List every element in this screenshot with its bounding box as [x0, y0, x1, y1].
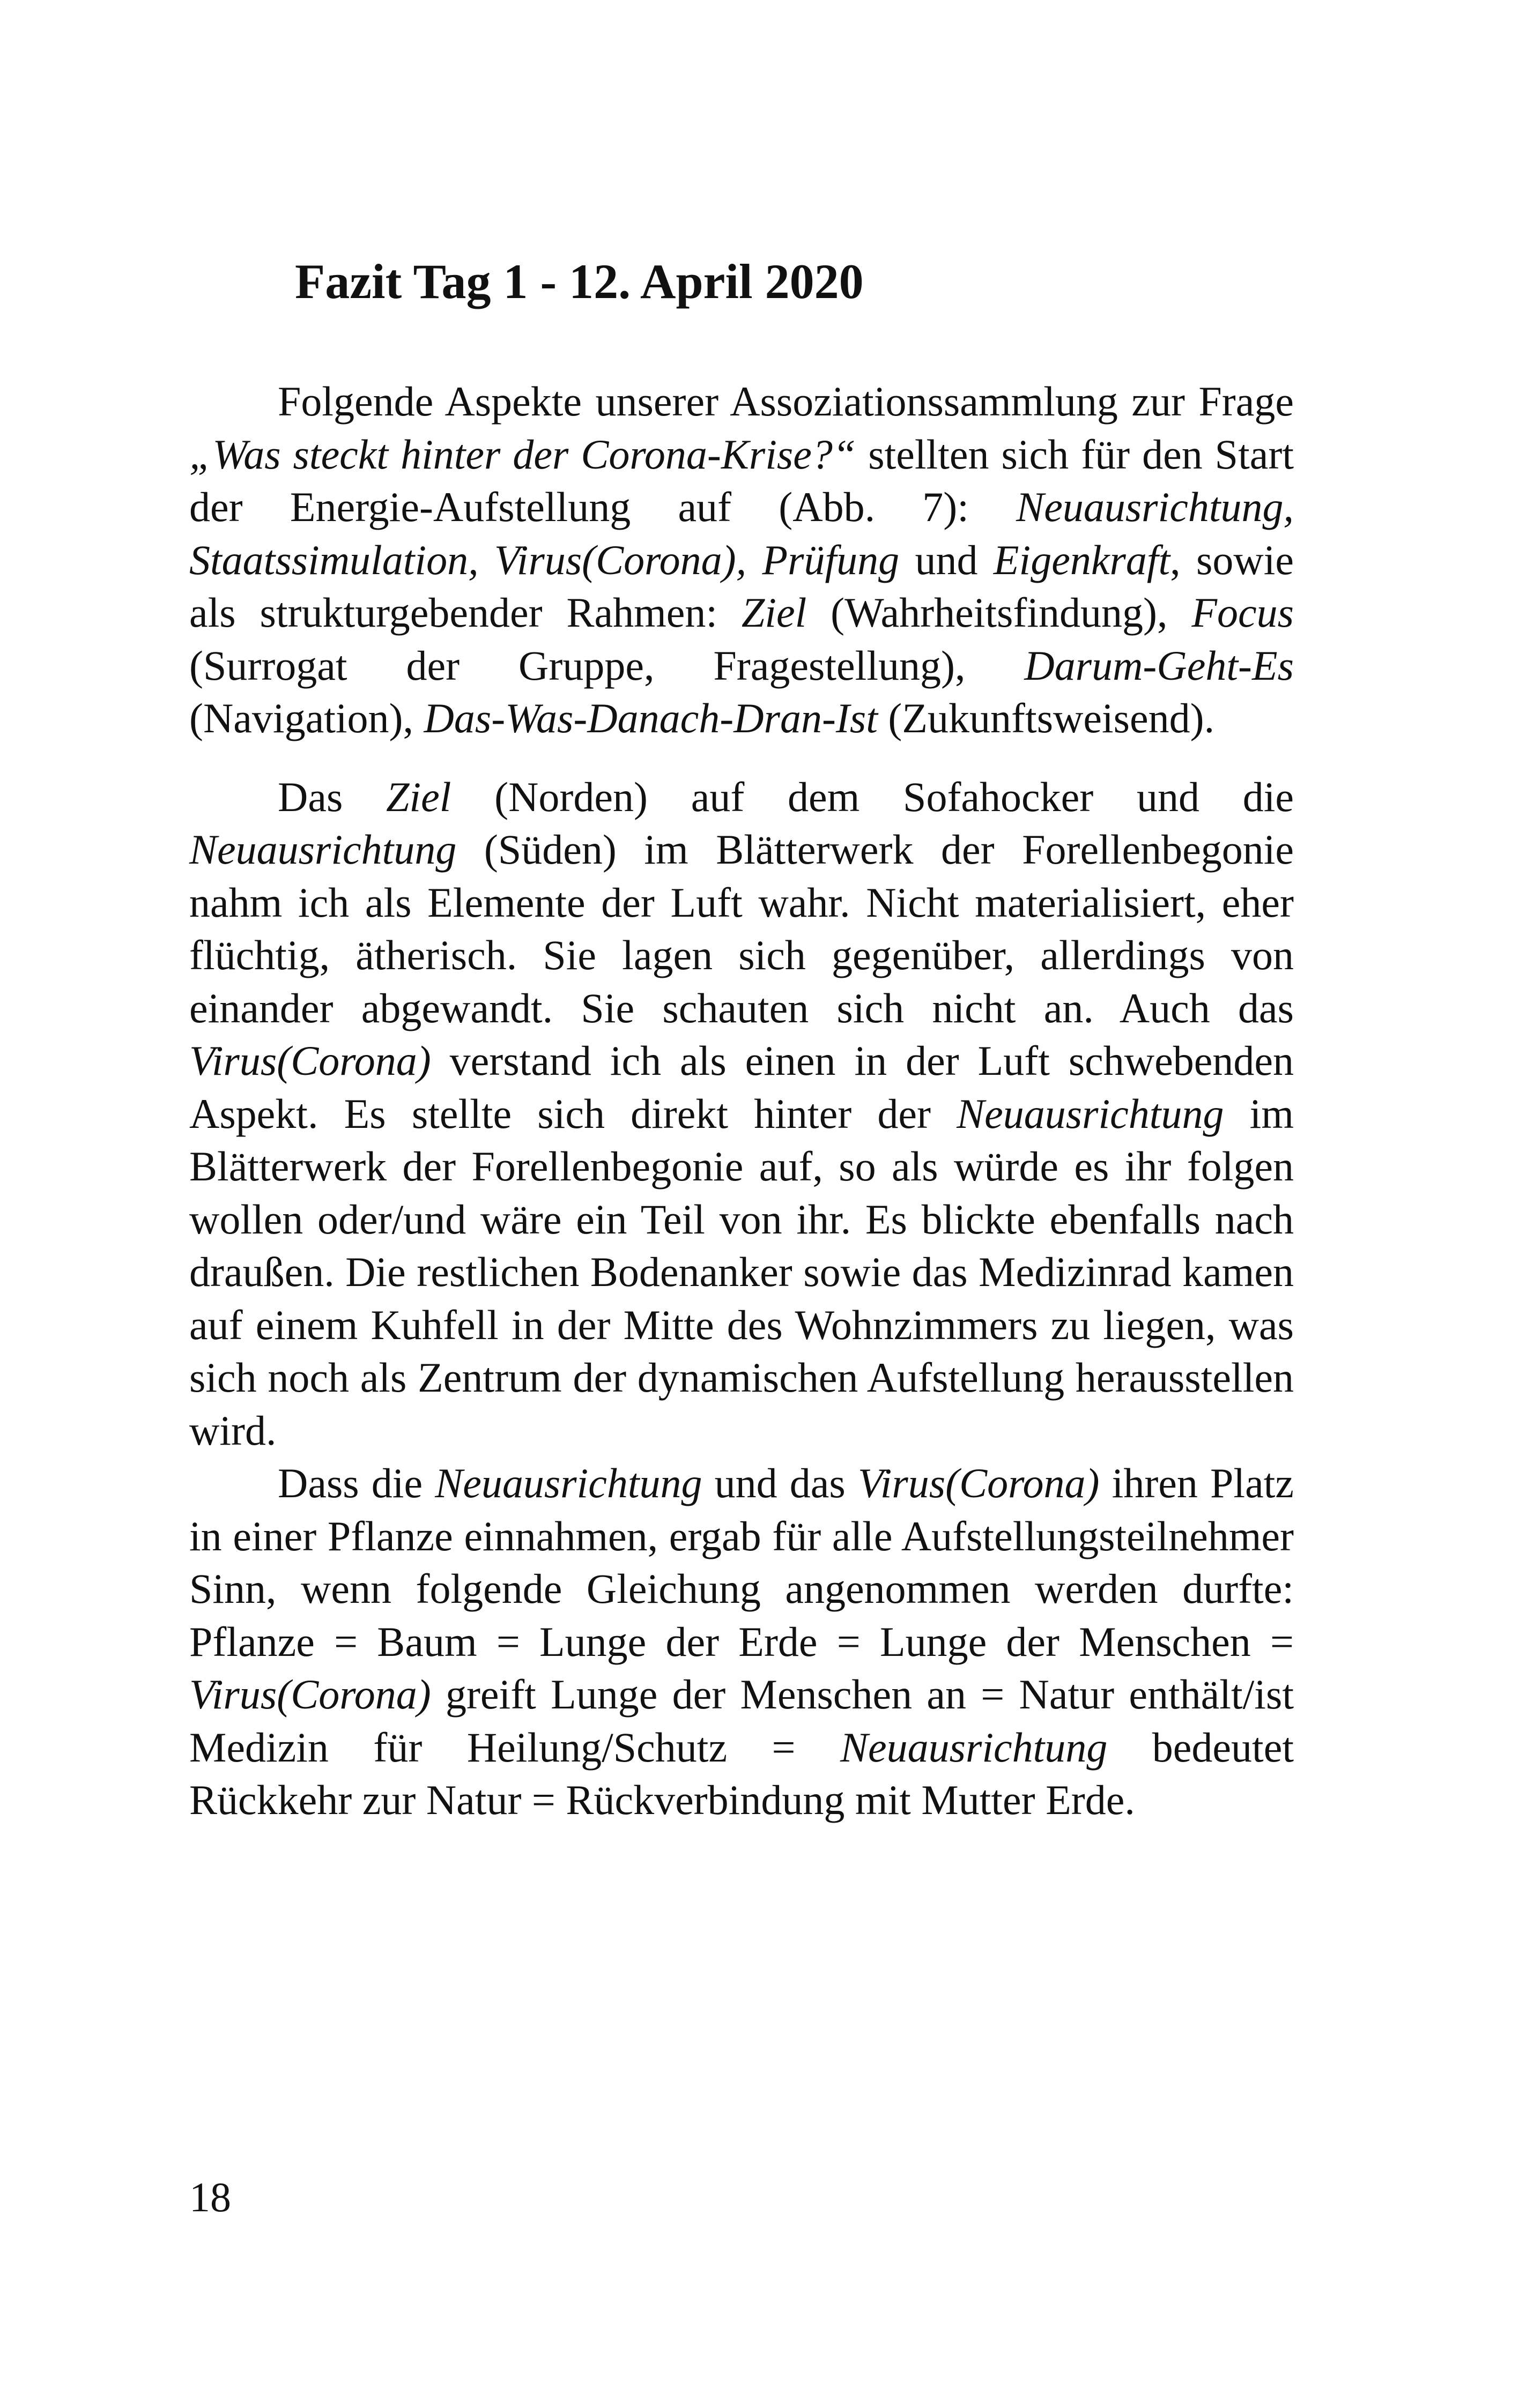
text-run: Folgende Aspekte unserer Assoziationssammlung zur Frage — [278, 378, 1294, 425]
text-run: (Süden) im Blätterwerk der Forellenbegonie nahm ich als Elemente der Luft wahr. Nicht materialisiert, eher flüchtig, ätherisch. Sie lagen sich gegenüber, allerdings von einander abgewandt. Sie schauten sich nicht an. Auch das — [189, 826, 1294, 1031]
italic-term: Ziel — [741, 589, 807, 636]
text-run: Dass die — [278, 1460, 435, 1506]
italic-term: Darum-Geht-Es — [1024, 642, 1294, 689]
text-run: und das — [702, 1460, 858, 1506]
text-run: (Navigation), — [189, 695, 424, 741]
italic-term: Neuausrichtung — [189, 826, 457, 873]
italic-term: Focus — [1191, 589, 1294, 636]
text-run: (Norden) auf dem Sofahocker und die — [451, 773, 1294, 820]
text-run: im Blätterwerk der Forellenbegonie auf, so als würde es ihr folgen wollen oder/und wäre ein Teil von ihr. Es blickte ebenfalls nach draußen. Die restlichen Bodenanker sowie das Medizinrad kamen auf einem Kuhfell in der Mitte des Wohnzimmers zu liegen, was sich noch als Zentrum der dynamischen Aufstellung herausstellen wird. — [189, 1090, 1294, 1454]
body-text — [189, 375, 1294, 1827]
text-run: verstand ich als einen in der Luft schwebenden Aspekt. Es stellte sich direkt hinter der — [189, 1037, 1294, 1137]
text-run: Das — [278, 773, 387, 820]
italic-term: Virus(Corona) — [189, 1671, 431, 1718]
italic-term: Neuausrichtung — [435, 1460, 702, 1506]
chapter-heading: Fazit Tag 1 - 12. April 2020 — [295, 254, 864, 309]
italic-term: Neuausrichtung — [840, 1723, 1108, 1771]
italic-term: Neuausrichtung — [957, 1090, 1224, 1137]
text-run: (Wahrheitsfindung), — [806, 589, 1192, 636]
text-run: bedeutet Rückkehr zur Natur = Rückverbindung mit Mutter Erde. — [189, 1723, 1294, 1823]
text-run: , sowie als strukturgebender Rahmen: — [189, 536, 1294, 636]
italic-term: Das-Was-Danach-Dran-Ist — [424, 695, 878, 741]
page-number: 18 — [189, 2174, 231, 2220]
italic-term: Virus(Corona) — [189, 1037, 431, 1084]
text-run: (Surrogat der Gruppe, Fragestellung), — [189, 642, 1025, 689]
paragraph — [189, 375, 1294, 745]
paragraph — [189, 1457, 1294, 1827]
italic-term: Eigenkraft — [993, 536, 1170, 583]
italic-term: Neuausrichtung, Staatssimulation, Virus(Corona), Prüfung — [189, 484, 1294, 583]
text-run: ihren Platz in einer Pflanze einnahmen, ergab für alle Aufstellungsteilnehmer Sinn, wenn folgende Gleichung angenommen werden durfte: Pflanze = Baum = Lunge der Erde = Lunge der Menschen = — [189, 1460, 1294, 1665]
text-run: und — [899, 536, 994, 583]
italic-term: Virus(Corona) — [857, 1460, 1100, 1506]
text-run: stellten sich für den Start der Energie-Aufstellung auf (Abb. 7): — [189, 430, 1294, 530]
paragraph — [189, 771, 1294, 1458]
italic-term: Ziel — [386, 773, 451, 820]
italic-term: „Was steckt hinter der Corona-Krise?“ — [189, 430, 856, 478]
text-run: greift Lunge der Menschen an = Natur enthält/ist Medizin für Heilung/Schutz = — [189, 1671, 1294, 1771]
text-run: (Zukunftsweisend). — [877, 695, 1215, 741]
